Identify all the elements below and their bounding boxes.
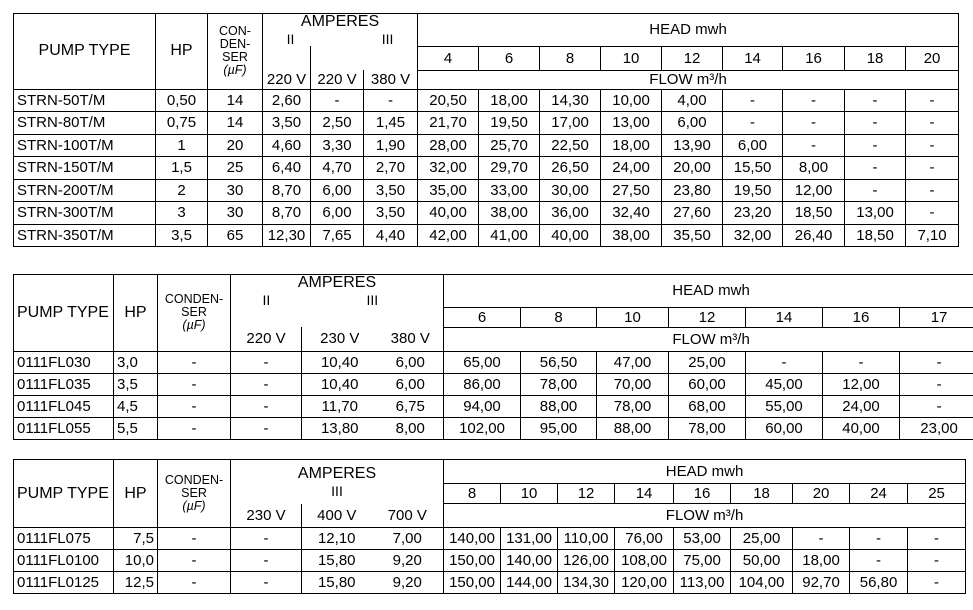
flow-cell: 86,00 [444,373,521,395]
pump-type-header: PUMP TYPE [14,275,114,352]
head-value: 8 [521,307,597,327]
amperes-cell: 1,90 [364,134,418,157]
condenser-cell: - [158,572,231,594]
flow-cell: 113,00 [674,572,731,594]
flow-cell: 21,70 [418,112,479,135]
amperes-cell: - [231,417,302,439]
head-value: 8 [540,46,601,70]
flow-cell: - [723,112,783,135]
flow-cell: 144,00 [501,572,558,594]
flow-cell: - [906,202,959,225]
flow-cell: 30,00 [540,179,601,202]
table-row [14,373,973,395]
hp-cell: 0,50 [156,89,208,112]
voltage-label: 220 V [311,70,364,89]
flow-cell: 27,50 [601,179,662,202]
head-header: HEAD mwh [444,275,973,308]
flow-cell: 15,50 [723,157,783,180]
flow-cell: - [783,89,845,112]
flow-cell: 25,70 [479,134,540,157]
amperes-cell: 12,10 [302,528,372,550]
hp-cell: 3,0 [114,351,158,373]
head-value: 6 [479,46,540,70]
amperes-cell: 8,00 [378,417,444,439]
head-value: 16 [783,46,845,70]
flow-cell: - [783,134,845,157]
table-row [14,224,959,247]
flow-header: FLOW m³/h [444,504,966,528]
amperes-cell: 2,70 [364,157,418,180]
voltage-label: 380 V [378,327,444,351]
flow-cell: 140,00 [501,550,558,572]
condenser-cell: - [158,417,231,439]
amperes-cell: 1,45 [364,112,418,135]
condenser-cell: 14 [208,112,263,135]
flow-cell: - [850,550,908,572]
flow-cell: 120,00 [615,572,674,594]
flow-header: FLOW m³/h [444,327,973,351]
flow-cell: - [908,572,966,594]
amperes-cell: 8,70 [263,202,311,225]
amperes-cell: 13,80 [302,417,378,439]
flow-cell: - [783,112,845,135]
flow-cell: 25,00 [669,351,746,373]
flow-cell: 13,00 [601,112,662,135]
head-value: 24 [850,484,908,504]
flow-cell: 23,20 [723,202,783,225]
voltage-label: 230 V [231,504,302,528]
flow-cell: - [900,395,973,417]
hp-cell: 12,5 [114,572,158,594]
flow-cell: 19,50 [479,112,540,135]
flow-cell: - [906,134,959,157]
flow-cell: 6,00 [662,112,723,135]
head-value: 14 [746,307,823,327]
table-row [14,134,959,157]
flow-cell: 38,00 [601,224,662,247]
head-value: 16 [674,484,731,504]
flow-cell: 27,60 [662,202,723,225]
flow-cell: - [723,89,783,112]
flow-cell: 13,00 [845,202,906,225]
voltage-label: 220 V [231,327,302,351]
head-value: 12 [669,307,746,327]
pump-table-fl-large [13,459,966,594]
head-value: 6 [444,307,521,327]
flow-cell: 26,40 [783,224,845,247]
pump-type-cell: 0111FL075 [14,528,114,550]
hp-cell: 4,5 [114,395,158,417]
head-header: HEAD mwh [444,460,966,484]
table-row [14,550,966,572]
table-row [14,202,959,225]
pump-type-cell: STRN-200T/M [14,179,156,202]
hp-header: HP [114,460,158,528]
flow-cell: 18,50 [845,224,906,247]
flow-cell: 40,00 [540,224,601,247]
amperes-cell: 7,00 [372,528,444,550]
flow-cell: 6,00 [723,134,783,157]
flow-cell: 22,50 [540,134,601,157]
hp-cell: 10,0 [114,550,158,572]
pump-type-cell: 0111FL045 [14,395,114,417]
head-value: 20 [906,46,959,70]
flow-cell: 33,00 [479,179,540,202]
head-value: 20 [793,484,850,504]
flow-cell: 28,00 [418,134,479,157]
amperes-cell: 3,50 [364,179,418,202]
flow-cell: - [850,528,908,550]
pump-type-header: PUMP TYPE [14,460,114,528]
flow-cell: 78,00 [669,417,746,439]
amperes-cell: 6,40 [263,157,311,180]
pump-type-cell: 0111FL0100 [14,550,114,572]
voltage-label: 380 V [364,70,418,89]
flow-cell: 20,50 [418,89,479,112]
flow-cell: - [845,179,906,202]
table-row [14,179,959,202]
flow-cell: 88,00 [521,395,597,417]
amperes-cell: - [231,550,302,572]
flow-cell: 12,00 [823,373,900,395]
flow-cell: 88,00 [597,417,669,439]
table-row [14,351,973,373]
table-row [14,395,973,417]
condenser-cell: 30 [208,202,263,225]
flow-cell: - [845,112,906,135]
pump-type-cell: STRN-150T/M [14,157,156,180]
flow-cell: 18,00 [479,89,540,112]
table-row [14,528,966,550]
flow-cell: - [746,351,823,373]
head-value: 25 [908,484,966,504]
pump-type-cell: STRN-300T/M [14,202,156,225]
amperes-cell: 4,40 [364,224,418,247]
flow-cell: 35,00 [418,179,479,202]
flow-cell: 14,30 [540,89,601,112]
amperes-header: AMPERES III [231,460,444,504]
flow-cell: - [845,134,906,157]
flow-cell: - [793,528,850,550]
amperes-cell: 4,70 [311,157,364,180]
condenser-cell: - [158,550,231,572]
amperes-cell: 6,00 [311,202,364,225]
flow-cell: 126,00 [558,550,615,572]
head-value: 10 [501,484,558,504]
flow-cell: - [908,550,966,572]
hp-cell: 5,5 [114,417,158,439]
flow-cell: 140,00 [444,528,501,550]
amperes-cell: 10,40 [302,351,378,373]
hp-cell: 7,5 [114,528,158,550]
head-value: 14 [723,46,783,70]
amperes-cell: - [364,89,418,112]
flow-cell: 110,00 [558,528,615,550]
flow-cell: 40,00 [418,202,479,225]
flow-cell: 29,70 [479,157,540,180]
amperes-cell: 15,80 [302,550,372,572]
head-value: 12 [662,46,723,70]
flow-cell: 94,00 [444,395,521,417]
condenser-cell: - [158,395,231,417]
condenser-cell: 30 [208,179,263,202]
flow-cell: 76,00 [615,528,674,550]
flow-cell: 18,50 [783,202,845,225]
flow-cell: - [845,89,906,112]
condenser-cell: 25 [208,157,263,180]
flow-cell: 17,00 [540,112,601,135]
flow-cell: 45,00 [746,373,823,395]
hp-cell: 0,75 [156,112,208,135]
pump-table-strn [13,13,959,247]
amperes-cell: 9,20 [372,572,444,594]
pump-type-cell: STRN-50T/M [14,89,156,112]
flow-cell: 53,00 [674,528,731,550]
flow-cell: - [908,528,966,550]
head-value: 18 [731,484,793,504]
flow-cell: 150,00 [444,550,501,572]
condenser-cell: - [158,351,231,373]
flow-cell: - [906,89,959,112]
flow-cell: 56,80 [850,572,908,594]
voltage-label: 700 V [372,504,444,528]
flow-cell: 41,00 [479,224,540,247]
flow-cell: 50,00 [731,550,793,572]
table-row [14,89,959,112]
table-row [14,112,959,135]
amperes-header: AMPERES II III [231,275,444,308]
condenser-cell: - [158,528,231,550]
head-value: 10 [597,307,669,327]
table-row [14,417,973,439]
condenser-cell: 65 [208,224,263,247]
head-value: 17 [900,307,973,327]
flow-cell: 92,70 [793,572,850,594]
pump-table-fl-small [13,274,973,440]
table-row [14,157,959,180]
flow-cell: 78,00 [521,373,597,395]
flow-cell: 10,00 [601,89,662,112]
amperes-cell: 8,70 [263,179,311,202]
flow-cell: 18,00 [793,550,850,572]
flow-cell: 23,80 [662,179,723,202]
flow-cell: 24,00 [823,395,900,417]
pump-type-cell: 0111FL055 [14,417,114,439]
head-header: HEAD mwh [418,14,959,47]
amperes-cell: - [231,528,302,550]
flow-cell: - [906,157,959,180]
flow-cell: 75,00 [674,550,731,572]
pump-type-cell: STRN-350T/M [14,224,156,247]
amperes-cell: 6,00 [378,351,444,373]
condenser-cell: - [158,373,231,395]
pump-type-cell: STRN-80T/M [14,112,156,135]
hp-header: HP [114,275,158,352]
condenser-header: CONDEN- SER (µF) [158,275,231,352]
flow-cell: 4,00 [662,89,723,112]
pump-type-cell: 0111FL035 [14,373,114,395]
condenser-header: CON- DEN- SER (µF) [208,14,263,90]
flow-cell: 55,00 [746,395,823,417]
flow-cell: - [906,112,959,135]
head-value: 12 [558,484,615,504]
amperes-cell: 3,50 [263,112,311,135]
flow-cell: - [900,373,973,395]
hp-header: HP [156,14,208,90]
amperes-cell: 3,30 [311,134,364,157]
flow-cell: 12,00 [783,179,845,202]
flow-cell: - [906,179,959,202]
amperes-cell: 7,65 [311,224,364,247]
amperes-cell: 11,70 [302,395,378,417]
hp-cell: 3 [156,202,208,225]
flow-cell: 78,00 [597,395,669,417]
amperes-cell: - [231,351,302,373]
hp-cell: 2 [156,179,208,202]
amperes-cell: - [231,572,302,594]
flow-cell: 18,00 [601,134,662,157]
amperes-cell: - [231,395,302,417]
amperes-cell: 2,50 [311,112,364,135]
flow-cell: 32,40 [601,202,662,225]
amperes-cell: 4,60 [263,134,311,157]
voltage-label: 400 V [302,504,372,528]
amperes-cell: 10,40 [302,373,378,395]
flow-cell: 108,00 [615,550,674,572]
amperes-cell: 6,00 [311,179,364,202]
pump-type-cell: STRN-100T/M [14,134,156,157]
flow-cell: 38,00 [479,202,540,225]
condenser-header: CONDEN- SER (µF) [158,460,231,528]
flow-header: FLOW m³/h [418,70,959,89]
flow-cell: 7,10 [906,224,959,247]
flow-cell: 131,00 [501,528,558,550]
amperes-cell: - [231,373,302,395]
head-value: 4 [418,46,479,70]
flow-cell: 32,00 [723,224,783,247]
flow-cell: 36,00 [540,202,601,225]
flow-cell: 70,00 [597,373,669,395]
flow-cell: - [823,351,900,373]
hp-cell: 1 [156,134,208,157]
flow-cell: 23,00 [900,417,973,439]
amperes-cell: - [311,89,364,112]
condenser-cell: 14 [208,89,263,112]
flow-cell: - [845,157,906,180]
flow-cell: 42,00 [418,224,479,247]
amperes-cell: 3,50 [364,202,418,225]
head-value: 16 [823,307,900,327]
hp-cell: 1,5 [156,157,208,180]
amperes-cell: 2,60 [263,89,311,112]
amperes-cell: 6,75 [378,395,444,417]
flow-cell: 25,00 [731,528,793,550]
flow-cell: 47,00 [597,351,669,373]
amperes-header: AMPERES II III [263,14,418,47]
pump-type-cell: 0111FL0125 [14,572,114,594]
pump-type-cell: 0111FL030 [14,351,114,373]
amperes-cell: 9,20 [372,550,444,572]
head-value: 10 [601,46,662,70]
amperes-cell: 12,30 [263,224,311,247]
flow-cell: 20,00 [662,157,723,180]
condenser-cell: 20 [208,134,263,157]
flow-cell: 56,50 [521,351,597,373]
flow-cell: 60,00 [746,417,823,439]
voltage-label: 230 V [302,327,378,351]
table-row [14,572,966,594]
pump-type-header: PUMP TYPE [14,14,156,90]
head-value: 14 [615,484,674,504]
flow-cell: 24,00 [601,157,662,180]
flow-cell: 40,00 [823,417,900,439]
voltage-label: 220 V [263,70,311,89]
flow-cell: 8,00 [783,157,845,180]
hp-cell: 3,5 [156,224,208,247]
flow-cell: 68,00 [669,395,746,417]
flow-cell: 19,50 [723,179,783,202]
flow-cell: 26,50 [540,157,601,180]
flow-cell: 65,00 [444,351,521,373]
head-value: 8 [444,484,501,504]
amperes-cell: 6,00 [378,373,444,395]
flow-cell: 134,30 [558,572,615,594]
flow-cell: 95,00 [521,417,597,439]
flow-cell: 35,50 [662,224,723,247]
flow-cell: 13,90 [662,134,723,157]
flow-cell: 32,00 [418,157,479,180]
amperes-cell: 15,80 [302,572,372,594]
flow-cell: 150,00 [444,572,501,594]
flow-cell: 104,00 [731,572,793,594]
flow-cell: 60,00 [669,373,746,395]
flow-cell: - [900,351,973,373]
head-value: 18 [845,46,906,70]
flow-cell: 102,00 [444,417,521,439]
hp-cell: 3,5 [114,373,158,395]
